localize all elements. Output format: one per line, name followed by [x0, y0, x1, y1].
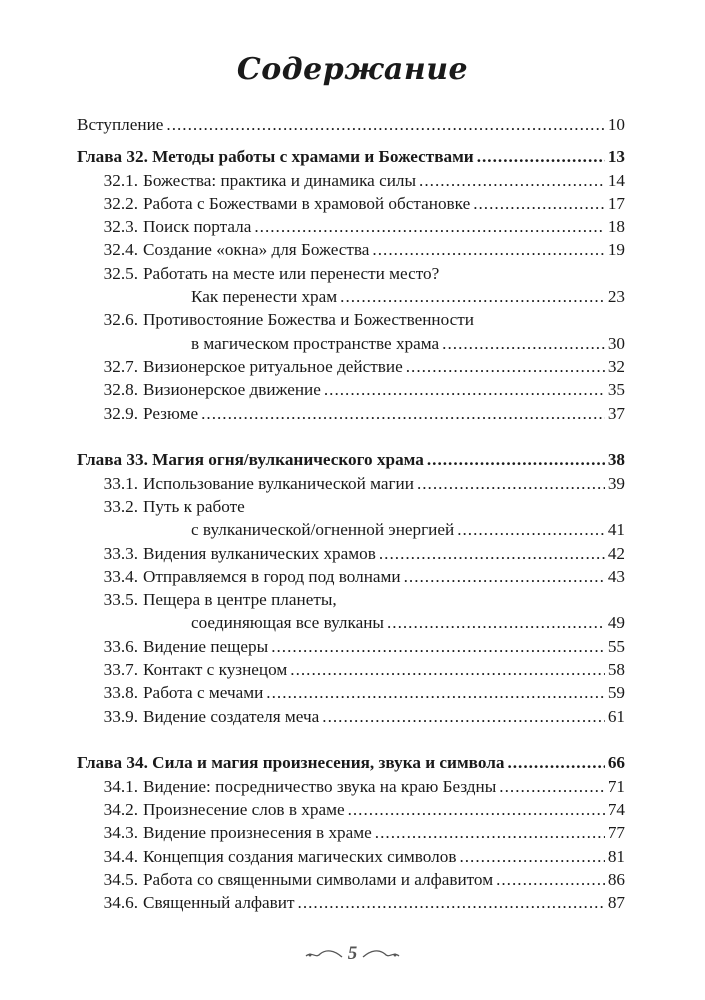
- dot-leader: [201, 402, 605, 425]
- dot-leader: [459, 845, 604, 868]
- toc-entry[interactable]: [77, 378, 625, 401]
- entry-title: Видение: посредничество звука на краю Бездны: [143, 776, 497, 796]
- entry-page: 35: [607, 380, 625, 400]
- entry-page: 42: [607, 543, 625, 563]
- dot-leader: [457, 518, 605, 541]
- entry-title: Вступление: [77, 115, 164, 134]
- entry-number: 32.7.: [103, 356, 138, 376]
- dot-leader: [473, 192, 605, 215]
- toc-entry[interactable]: [77, 308, 625, 331]
- entry-number: 33.9.: [103, 706, 138, 726]
- dot-leader: [404, 565, 605, 588]
- entry-page: 74: [607, 800, 625, 820]
- toc-entry-continuation[interactable]: [77, 518, 625, 541]
- dot-leader: [348, 798, 605, 821]
- entry-page: 81: [607, 846, 625, 866]
- toc-entry[interactable]: [77, 238, 625, 261]
- toc-entry-continuation[interactable]: [77, 611, 625, 634]
- toc-entry[interactable]: [77, 565, 625, 588]
- toc-entry[interactable]: [77, 891, 625, 914]
- entry-page: 13: [607, 147, 625, 167]
- entry-title: Концепция создания магических символов: [143, 846, 457, 866]
- entry-number: 32.3.: [103, 217, 138, 237]
- entry-page: 86: [607, 869, 625, 889]
- page-footer: [0, 943, 705, 965]
- dot-leader: [290, 658, 605, 681]
- entry-page: 71: [607, 776, 625, 796]
- entry-number: 32.1.: [103, 170, 138, 190]
- entry-page: 49: [607, 613, 625, 633]
- entry-page: 43: [607, 566, 625, 586]
- toc-entry[interactable]: [77, 113, 625, 136]
- entry-page: 38: [607, 450, 625, 470]
- entry-title: Поиск портала: [143, 217, 252, 237]
- entry-page: 30: [607, 333, 625, 353]
- toc-entry[interactable]: [77, 472, 625, 495]
- dot-leader: [271, 635, 605, 658]
- entry-number: 33.3.: [103, 543, 138, 563]
- entry-page: 58: [607, 660, 625, 680]
- entry-title: Божества: практика и динамика силы: [143, 170, 417, 190]
- toc-entry-continuation[interactable]: [77, 285, 625, 308]
- dot-leader: [375, 821, 605, 844]
- entry-page: 66: [607, 753, 625, 773]
- entry-number: 33.2.: [103, 496, 138, 516]
- entry-number: 33.6.: [103, 636, 138, 656]
- toc-chapter-entry[interactable]: [77, 448, 625, 471]
- entry-page: 14: [607, 170, 625, 190]
- entry-title-continuation: в магическом пространстве храма: [191, 333, 440, 353]
- entry-title: Священный алфавит: [143, 893, 295, 913]
- entry-title: Видение произнесения в храме: [143, 823, 372, 843]
- entry-title: Противостояние Божества и Божественности: [143, 310, 474, 330]
- section-gap: [77, 728, 625, 752]
- entry-title: Путь к работе: [143, 496, 245, 516]
- entry-page: 61: [607, 706, 625, 726]
- entry-number: 33.4.: [103, 566, 138, 586]
- entry-title: Визионерское ритуальное действие: [143, 356, 403, 376]
- entry-title: Использование вулканической магии: [143, 473, 414, 493]
- toc-entry[interactable]: [77, 169, 625, 192]
- toc-entry[interactable]: [77, 588, 625, 611]
- entry-number: 33.8.: [103, 683, 138, 703]
- entry-title: Глава 34. Сила и магия произнесения, звука и символа: [77, 753, 505, 773]
- entry-page: 19: [607, 240, 625, 260]
- entry-title: Глава 33. Магия огня/вулканического храма: [77, 450, 424, 470]
- toc-entry[interactable]: [77, 868, 625, 891]
- entry-page: 87: [607, 893, 625, 913]
- entry-number: 32.8.: [103, 380, 138, 400]
- entry-title: Работать на месте или перенести место?: [143, 263, 440, 283]
- entry-page: 41: [607, 520, 625, 540]
- toc-entry[interactable]: [77, 775, 625, 798]
- entry-title: Видение создателя меча: [143, 706, 320, 726]
- toc-entry[interactable]: [77, 845, 625, 868]
- toc-entry[interactable]: [77, 635, 625, 658]
- page-title: Содержание: [236, 52, 469, 87]
- entry-title-continuation: соединяющая все вулканы: [191, 613, 384, 633]
- entry-title: Видение пещеры: [143, 636, 269, 656]
- dot-leader: [417, 472, 605, 495]
- toc-entry-continuation[interactable]: [77, 332, 625, 355]
- entry-number: 33.1.: [103, 473, 138, 493]
- toc-entry[interactable]: [77, 798, 625, 821]
- entry-number: 32.2.: [103, 193, 138, 213]
- dot-leader: [266, 681, 605, 704]
- entry-number: 34.6.: [103, 893, 138, 913]
- entry-title: Работа с Божествами в храмовой обстановке: [143, 193, 471, 213]
- entry-number: 33.7.: [103, 660, 138, 680]
- table-of-contents: [77, 113, 625, 915]
- dot-leader: [324, 378, 605, 401]
- dot-leader: [427, 448, 605, 471]
- entry-title: Видения вулканических храмов: [143, 543, 376, 563]
- toc-chapter-entry[interactable]: [77, 145, 625, 168]
- entry-number: 32.5.: [103, 263, 138, 283]
- toc-entry[interactable]: [77, 681, 625, 704]
- entry-page: 37: [607, 403, 625, 423]
- entry-number: 34.1.: [103, 776, 138, 796]
- entry-number: 34.2.: [103, 800, 138, 820]
- entry-page: 39: [607, 473, 625, 493]
- entry-number: 32.4.: [103, 240, 138, 260]
- entry-number: 34.4.: [103, 846, 138, 866]
- entry-title-continuation: Как перенести храм: [191, 287, 338, 307]
- dot-leader: [166, 113, 604, 136]
- entry-title: Работа с мечами: [143, 683, 264, 703]
- right-flourish-icon: [361, 947, 401, 961]
- dot-leader: [298, 891, 605, 914]
- entry-number: 32.6.: [103, 310, 138, 330]
- entry-number: 32.9.: [103, 403, 138, 423]
- toc-entry[interactable]: [77, 215, 625, 238]
- dot-leader: [254, 215, 604, 238]
- entry-page: 55: [607, 636, 625, 656]
- entry-title: Резюме: [143, 403, 199, 423]
- entry-page: 18: [607, 217, 625, 237]
- dot-leader: [507, 751, 604, 774]
- dot-leader: [477, 145, 605, 168]
- dot-leader: [379, 542, 605, 565]
- left-flourish-icon: [304, 947, 344, 961]
- toc-entry[interactable]: [77, 402, 625, 425]
- dot-leader: [406, 355, 605, 378]
- entry-page: 59: [607, 683, 625, 703]
- toc-entry[interactable]: [77, 705, 625, 728]
- toc-entry[interactable]: [77, 355, 625, 378]
- entry-title: Пещера в центре планеты,: [143, 590, 337, 610]
- section-gap: [77, 425, 625, 449]
- entry-title: Отправляемся в город под волнами: [143, 566, 401, 586]
- entry-number: 34.5.: [103, 869, 138, 889]
- entry-number: 34.3.: [103, 823, 138, 843]
- entry-title: Работа со священными символами и алфавитом: [143, 869, 494, 889]
- toc-entry[interactable]: [77, 542, 625, 565]
- entry-title-continuation: с вулканической/огненной энергией: [191, 520, 455, 540]
- toc-entry[interactable]: [77, 192, 625, 215]
- entry-number: 33.5.: [103, 590, 138, 610]
- toc-entry[interactable]: [77, 658, 625, 681]
- toc-entry[interactable]: [77, 821, 625, 844]
- entry-title: Контакт с кузнецом: [143, 660, 288, 680]
- dot-leader: [496, 868, 605, 891]
- entry-title: Глава 32. Методы работы с храмами и Божествами: [77, 147, 474, 167]
- dot-leader: [340, 285, 605, 308]
- dot-leader: [419, 169, 605, 192]
- toc-chapter-entry[interactable]: [77, 751, 625, 774]
- toc-entry[interactable]: [77, 262, 625, 285]
- entry-page: 32: [607, 356, 625, 376]
- dot-leader: [499, 775, 605, 798]
- entry-page: 17: [607, 193, 625, 213]
- page-number: 5: [347, 943, 358, 964]
- entry-title: Произнесение слов в храме: [143, 800, 345, 820]
- entry-page: 10: [607, 115, 625, 134]
- dot-leader: [387, 611, 605, 634]
- entry-title: Создание «окна» для Божества: [143, 240, 370, 260]
- dot-leader: [442, 332, 605, 355]
- entry-page: 77: [607, 823, 625, 843]
- entry-page: 23: [607, 287, 625, 307]
- dot-leader: [322, 705, 605, 728]
- entry-title: Визионерское движение: [143, 380, 321, 400]
- toc-entry[interactable]: [77, 495, 625, 518]
- dot-leader: [372, 238, 604, 261]
